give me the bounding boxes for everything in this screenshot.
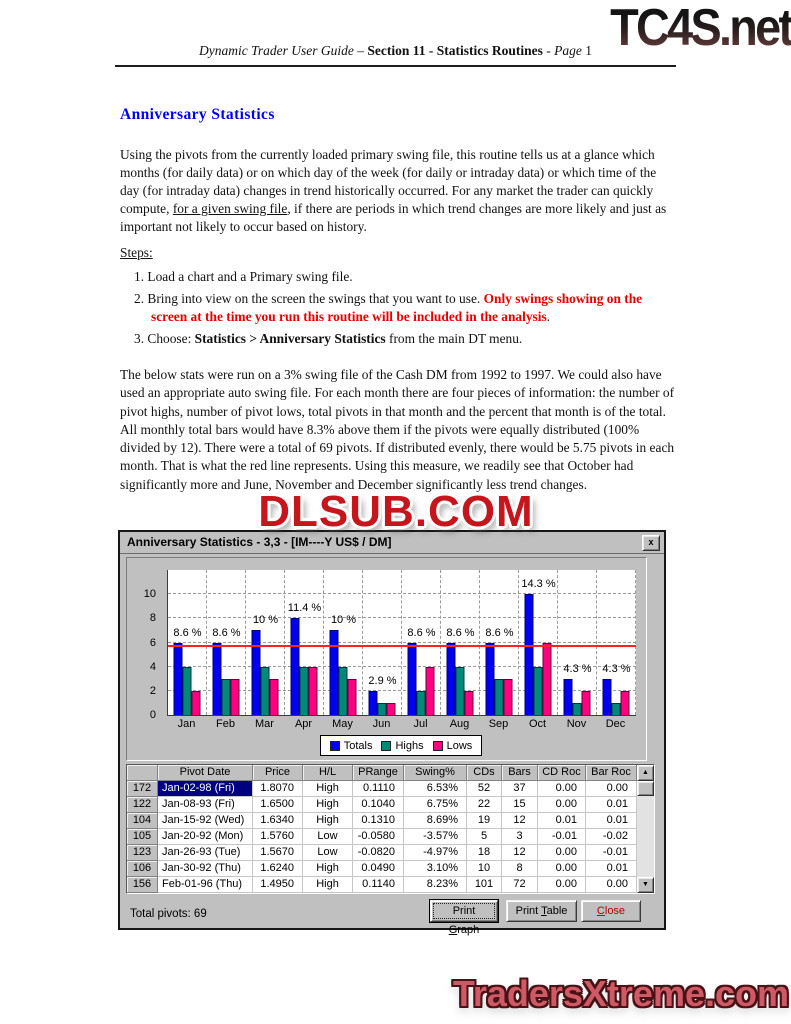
table-cell[interactable]: 0.00 bbox=[586, 781, 637, 797]
bar-lows-nov bbox=[582, 691, 591, 715]
table-cell[interactable]: -0.0820 bbox=[353, 845, 404, 861]
table-header-row bbox=[127, 765, 654, 781]
table-cell[interactable]: Jan-26-93 (Tue) bbox=[158, 845, 253, 861]
table-scrollbar[interactable] bbox=[637, 765, 654, 893]
table-cell[interactable]: Low bbox=[303, 845, 353, 861]
step-1 bbox=[120, 268, 680, 287]
table-cell[interactable]: High bbox=[303, 877, 353, 893]
legend-item-highs bbox=[381, 740, 423, 752]
print-graph-label-key: G bbox=[448, 924, 458, 936]
table-cell[interactable]: 0.00 bbox=[538, 877, 586, 893]
x-tick-label: Jun bbox=[372, 718, 391, 730]
x-tick-label: Dec bbox=[605, 718, 626, 730]
table-cell[interactable]: 1.8070 bbox=[253, 781, 303, 797]
table-cell[interactable]: -0.0580 bbox=[353, 829, 404, 845]
print-table-label-post: able bbox=[546, 905, 568, 917]
table-body bbox=[127, 765, 654, 893]
table-cell[interactable]: 1.5670 bbox=[253, 845, 303, 861]
bar-group-may bbox=[324, 570, 363, 715]
legend-swatch-icon bbox=[330, 741, 340, 751]
bar-group-dec bbox=[597, 570, 636, 715]
x-tick-label: Aug bbox=[449, 718, 470, 730]
table-cell[interactable]: 0.01 bbox=[586, 797, 637, 813]
bar-totals-aug bbox=[447, 643, 456, 716]
bar-lows-sep bbox=[504, 679, 513, 715]
percent-label-dec: 4.3 % bbox=[602, 662, 631, 675]
paragraph-intro bbox=[120, 146, 676, 236]
table-cell[interactable]: 0.00 bbox=[586, 877, 637, 893]
row-number[interactable]: 104 bbox=[127, 813, 158, 829]
table-row[interactable] bbox=[127, 845, 654, 861]
table-cell[interactable]: High bbox=[303, 861, 353, 877]
percent-label-oct: 14.3 % bbox=[521, 578, 556, 591]
table-cell[interactable]: High bbox=[303, 781, 353, 797]
table-cell[interactable]: 22 bbox=[467, 797, 502, 813]
column-header-Pivot Date[interactable]: Pivot Date bbox=[158, 765, 253, 781]
table-row[interactable] bbox=[127, 813, 654, 829]
print-table-button[interactable] bbox=[506, 900, 577, 922]
legend-label: Lows bbox=[446, 739, 473, 752]
chart-legend bbox=[167, 735, 635, 756]
bar-group-jun bbox=[363, 570, 402, 715]
dialog-close-icon[interactable]: x bbox=[642, 535, 660, 551]
print-graph-button[interactable] bbox=[430, 900, 498, 936]
bar-lows-dec bbox=[621, 691, 630, 715]
table-cell[interactable]: 1.6240 bbox=[253, 861, 303, 877]
print-graph-label-pre: Print bbox=[452, 905, 476, 917]
header-sep: - bbox=[542, 43, 555, 58]
table-row[interactable] bbox=[127, 861, 654, 877]
row-number[interactable]: 106 bbox=[127, 861, 158, 877]
legend-item-lows bbox=[433, 740, 473, 752]
scroll-up-icon[interactable]: ▲ bbox=[637, 765, 654, 781]
even-distribution-ref-line bbox=[168, 645, 636, 647]
table-cell[interactable]: Jan-20-92 (Mon) bbox=[158, 829, 253, 845]
step-1-text: Load a chart and a Primary swing file. bbox=[144, 268, 353, 284]
bar-lows-oct bbox=[543, 643, 552, 716]
bar-totals-jan bbox=[174, 643, 183, 716]
tradersxtreme-logo: TradersXtreme.com bbox=[452, 973, 789, 1014]
steps-section bbox=[120, 244, 680, 352]
x-tick-label: May bbox=[332, 718, 353, 730]
table-cell[interactable]: 5 bbox=[467, 829, 502, 845]
header-section: Section 11 - Statistics Routines bbox=[367, 43, 543, 58]
table-cell[interactable]: 0.00 bbox=[538, 781, 586, 797]
table-cell[interactable]: 8.69% bbox=[404, 813, 467, 829]
header-page-word: Page bbox=[554, 43, 582, 58]
doc-header bbox=[115, 43, 676, 67]
table-cell[interactable]: Low bbox=[303, 829, 353, 845]
row-number[interactable]: 105 bbox=[127, 829, 158, 845]
print-table-label-key: T bbox=[541, 905, 547, 917]
bar-group-aug bbox=[441, 570, 480, 715]
table-cell[interactable]: 0.1040 bbox=[353, 797, 404, 813]
y-tick-label: 0 bbox=[149, 709, 156, 721]
percent-label-jun: 2.9 % bbox=[368, 674, 397, 687]
step-1-number: 1. bbox=[134, 268, 145, 284]
table-cell[interactable]: 19 bbox=[467, 813, 502, 829]
table-cell[interactable]: 18 bbox=[467, 845, 502, 861]
table-cell[interactable]: 8 bbox=[502, 861, 538, 877]
table-row[interactable] bbox=[127, 781, 654, 797]
table-cell[interactable]: 0.01 bbox=[586, 813, 637, 829]
y-tick-label: 8 bbox=[149, 612, 156, 625]
step-3-number: 3. bbox=[134, 331, 145, 346]
column-header-CD Roc[interactable]: CD Roc bbox=[538, 765, 586, 781]
legend-swatch-icon bbox=[433, 741, 443, 751]
table-cell[interactable]: 37 bbox=[502, 781, 538, 797]
table-cell[interactable]: 12 bbox=[502, 813, 538, 829]
table-cell[interactable]: -3.57% bbox=[404, 829, 467, 845]
x-tick-label: Jul bbox=[413, 718, 428, 730]
x-tick-label: Apr bbox=[294, 718, 313, 730]
table-cell[interactable]: 0.00 bbox=[538, 797, 586, 813]
table-cell[interactable]: Feb-01-96 (Thu) bbox=[158, 877, 253, 893]
step-2-warning: Only swings showing on the screen at the time you run this routine will be included in the analysis bbox=[151, 290, 643, 324]
bar-totals-sep bbox=[486, 643, 495, 716]
bar-highs-mar bbox=[261, 667, 270, 715]
bar-group-feb bbox=[207, 570, 246, 715]
table-cell[interactable]: 8.23% bbox=[404, 877, 467, 893]
p1-after: , if there are periods in which trend changes are more likely and just as important not likely to occur based on history. bbox=[120, 201, 667, 234]
table-cell[interactable]: 101 bbox=[467, 877, 502, 893]
x-tick-label: Nov bbox=[566, 718, 587, 730]
close-button[interactable] bbox=[581, 900, 641, 922]
bar-lows-jul bbox=[426, 667, 435, 715]
percent-label-jan: 8.6 % bbox=[173, 626, 202, 639]
table-cell[interactable]: -0.01 bbox=[538, 829, 586, 845]
bar-highs-jul bbox=[417, 691, 426, 715]
column-header-CDs[interactable]: CDs bbox=[467, 765, 502, 781]
article-title: Anniversary Statistics bbox=[120, 106, 275, 123]
table-cell[interactable]: Jan-08-93 (Fri) bbox=[158, 797, 253, 813]
bar-highs-jun bbox=[378, 703, 387, 715]
table-cell[interactable]: 1.6340 bbox=[253, 813, 303, 829]
bar-group-nov bbox=[558, 570, 597, 715]
x-axis-labels bbox=[167, 718, 635, 730]
table-cell[interactable]: 1.4950 bbox=[253, 877, 303, 893]
table-cell[interactable]: 0.01 bbox=[538, 813, 586, 829]
table-cell[interactable]: Jan-30-92 (Thu) bbox=[158, 861, 253, 877]
x-tick-label: Oct bbox=[528, 718, 547, 730]
bar-lows-jan bbox=[192, 691, 201, 715]
table-row[interactable] bbox=[127, 829, 654, 845]
scrollbar-thumb[interactable] bbox=[637, 781, 654, 796]
close-label-post: lose bbox=[604, 905, 626, 917]
bar-group-jul bbox=[402, 570, 441, 715]
bar-group-mar bbox=[246, 570, 285, 715]
table-cell[interactable]: 6.75% bbox=[404, 797, 467, 813]
step-2-tail: . bbox=[546, 309, 551, 324]
steps-label: Steps: bbox=[120, 245, 153, 260]
table-cell[interactable]: 6.53% bbox=[404, 781, 467, 797]
table-cell[interactable]: 0.00 bbox=[538, 861, 586, 877]
percent-label-may: 10 % bbox=[330, 614, 357, 627]
bar-highs-aug bbox=[456, 667, 465, 715]
table-row[interactable] bbox=[127, 877, 654, 893]
table-cell[interactable]: 3.10% bbox=[404, 861, 467, 877]
step-2-number: 2. bbox=[134, 290, 145, 306]
row-number[interactable]: 123 bbox=[127, 845, 158, 861]
bar-totals-apr bbox=[291, 618, 300, 715]
bar-lows-mar bbox=[270, 679, 279, 715]
bar-group-oct bbox=[519, 570, 558, 715]
table-cell[interactable]: Jan-02-98 (Fri) bbox=[158, 781, 253, 797]
bar-highs-feb bbox=[222, 679, 231, 715]
percent-label-jul: 8.6 % bbox=[407, 626, 436, 639]
bar-highs-jan bbox=[183, 667, 192, 715]
legend-swatch-icon bbox=[381, 741, 391, 751]
bar-group-apr bbox=[285, 570, 324, 715]
step-2-text: Bring into view on the screen the swings that you want to use. bbox=[144, 290, 484, 306]
y-tick-label: 10 bbox=[143, 588, 156, 601]
y-axis-labels bbox=[127, 570, 163, 721]
y-tick-label: 2 bbox=[149, 684, 156, 697]
legend-box bbox=[320, 735, 483, 756]
legend-label: Totals bbox=[343, 739, 373, 752]
bar-lows-feb bbox=[231, 679, 240, 715]
step-3-menu-path: Statistics > Anniversary Statistics bbox=[194, 331, 386, 346]
table-cell[interactable]: 0.1140 bbox=[353, 877, 404, 893]
step-3-post: from the main DT menu. bbox=[385, 331, 523, 346]
chart-panel bbox=[126, 557, 647, 761]
column-header-H/L[interactable]: H/L bbox=[303, 765, 353, 781]
bar-highs-nov bbox=[573, 703, 582, 715]
bar-group-sep bbox=[480, 570, 519, 715]
table-cell[interactable]: -0.02 bbox=[586, 829, 637, 845]
row-number[interactable]: 172 bbox=[127, 781, 158, 797]
column-header-Price[interactable]: Price bbox=[253, 765, 303, 781]
percent-label-mar: 10 % bbox=[252, 614, 279, 627]
bar-lows-jun bbox=[387, 703, 396, 715]
table-cell[interactable]: 1.6500 bbox=[253, 797, 303, 813]
bar-highs-sep bbox=[495, 679, 504, 715]
tc4s-logo: TC4S.net bbox=[609, 0, 791, 57]
table-cell[interactable]: 0.01 bbox=[586, 861, 637, 877]
bar-totals-feb bbox=[213, 643, 222, 716]
bar-totals-jun bbox=[369, 691, 378, 715]
header-guide: Dynamic Trader User Guide – bbox=[199, 43, 368, 58]
table-cell[interactable]: High bbox=[303, 797, 353, 813]
dlsub-watermark: DLSUB.COM bbox=[258, 487, 534, 536]
print-table-label-pre: Print bbox=[515, 905, 542, 917]
p1-before: Using the pivots from the currently loaded primary swing file, this routine tells us at a glance which months (for daily data) or on which day of the week (for daily or intraday data) or which time of the day (for intraday data) changes in trend historically occurred. For any market the trader can quickly compute, bbox=[120, 147, 657, 216]
pivot-table bbox=[126, 764, 655, 894]
header-page-num: 1 bbox=[581, 43, 592, 58]
bar-totals-nov bbox=[564, 679, 573, 715]
table-cell[interactable]: 72 bbox=[502, 877, 538, 893]
y-tick-label: 6 bbox=[149, 636, 156, 649]
x-tick-label: Sep bbox=[488, 718, 509, 730]
legend-label: Highs bbox=[395, 739, 424, 752]
status-total-pivots: Total pivots: 69 bbox=[130, 908, 207, 920]
plot-area bbox=[167, 570, 636, 716]
column-header-PRange[interactable]: PRange bbox=[353, 765, 404, 781]
percent-label-feb: 8.6 % bbox=[212, 626, 241, 639]
print-graph-label-post: raph bbox=[457, 924, 480, 936]
table-cell[interactable]: 15 bbox=[502, 797, 538, 813]
paragraph-analysis: The below stats were run on a 3% swing file of the Cash DM from 1992 to 1997. We could also have used an appropriate auto swing file. For each month there are four pieces of information: the number of pivot highs, number of pivot lows, total pivots in that month and the percent that month is of the total. All monthly total bars would have 8.3% above them if the pivots were equally distributed (100% divided by 12). There were a total of 69 pivots. If distributed evenly, there would be 5.75 pivots in each month. That is what the red line represents. Using this measure, we readily see that October had significantly more and June, November and December significantly less trend changes. bbox=[120, 367, 675, 492]
table-cell[interactable]: 0.0490 bbox=[353, 861, 404, 877]
bar-totals-dec bbox=[603, 679, 612, 715]
legend-item-totals bbox=[330, 740, 373, 752]
percent-label-nov: 4.3 % bbox=[563, 662, 592, 675]
step-3 bbox=[120, 330, 680, 349]
table-row[interactable] bbox=[127, 797, 654, 813]
table-cell[interactable]: 0.1110 bbox=[353, 781, 404, 797]
bar-totals-oct bbox=[525, 594, 534, 715]
x-tick-label: Feb bbox=[216, 718, 235, 730]
y-tick-label: 4 bbox=[149, 660, 156, 673]
table-cell[interactable]: 1.5760 bbox=[253, 829, 303, 845]
table-cell[interactable]: 0.1310 bbox=[353, 813, 404, 829]
bar-lows-apr bbox=[309, 667, 318, 715]
column-header-rownum[interactable] bbox=[127, 765, 158, 781]
table-cell[interactable]: 52 bbox=[467, 781, 502, 797]
dialog-title: Anniversary Statistics - 3,3 - [IM----Y US$ / DM] bbox=[127, 535, 392, 549]
percent-label-aug: 8.6 % bbox=[446, 626, 475, 639]
bar-totals-may bbox=[330, 630, 339, 715]
x-tick-label: Mar bbox=[255, 718, 274, 730]
bar-lows-aug bbox=[465, 691, 474, 715]
bar-highs-dec bbox=[612, 703, 621, 715]
table-cell[interactable]: 0.00 bbox=[538, 845, 586, 861]
column-header-Swing%[interactable]: Swing% bbox=[404, 765, 467, 781]
scroll-down-icon[interactable]: ▼ bbox=[637, 877, 654, 893]
close-label-key: C bbox=[596, 905, 605, 917]
percent-label-sep: 8.6 % bbox=[485, 626, 514, 639]
step-3-text: Choose: bbox=[144, 331, 195, 346]
x-tick-label: Jan bbox=[177, 718, 196, 730]
step-2 bbox=[120, 290, 680, 327]
table-cell[interactable]: 12 bbox=[502, 845, 538, 861]
table-cell[interactable]: -4.97% bbox=[404, 845, 467, 861]
row-number[interactable]: 156 bbox=[127, 877, 158, 893]
table-cell[interactable]: Jan-15-92 (Wed) bbox=[158, 813, 253, 829]
bar-group-jan bbox=[168, 570, 207, 715]
bar-highs-apr bbox=[300, 667, 309, 715]
row-number[interactable]: 122 bbox=[127, 797, 158, 813]
table-cell[interactable]: High bbox=[303, 813, 353, 829]
column-header-Bars[interactable]: Bars bbox=[502, 765, 538, 781]
anniversary-statistics-dialog bbox=[118, 530, 666, 936]
p1-underlined-phrase: for a given swing file bbox=[172, 201, 288, 216]
percent-label-apr: 11.4 % bbox=[287, 602, 322, 615]
table-cell[interactable]: 3 bbox=[502, 829, 538, 845]
table-cell[interactable]: -0.01 bbox=[586, 845, 637, 861]
column-header-Bar Roc[interactable]: Bar Roc bbox=[586, 765, 637, 781]
bar-totals-mar bbox=[252, 630, 261, 715]
table-cell[interactable]: 10 bbox=[467, 861, 502, 877]
